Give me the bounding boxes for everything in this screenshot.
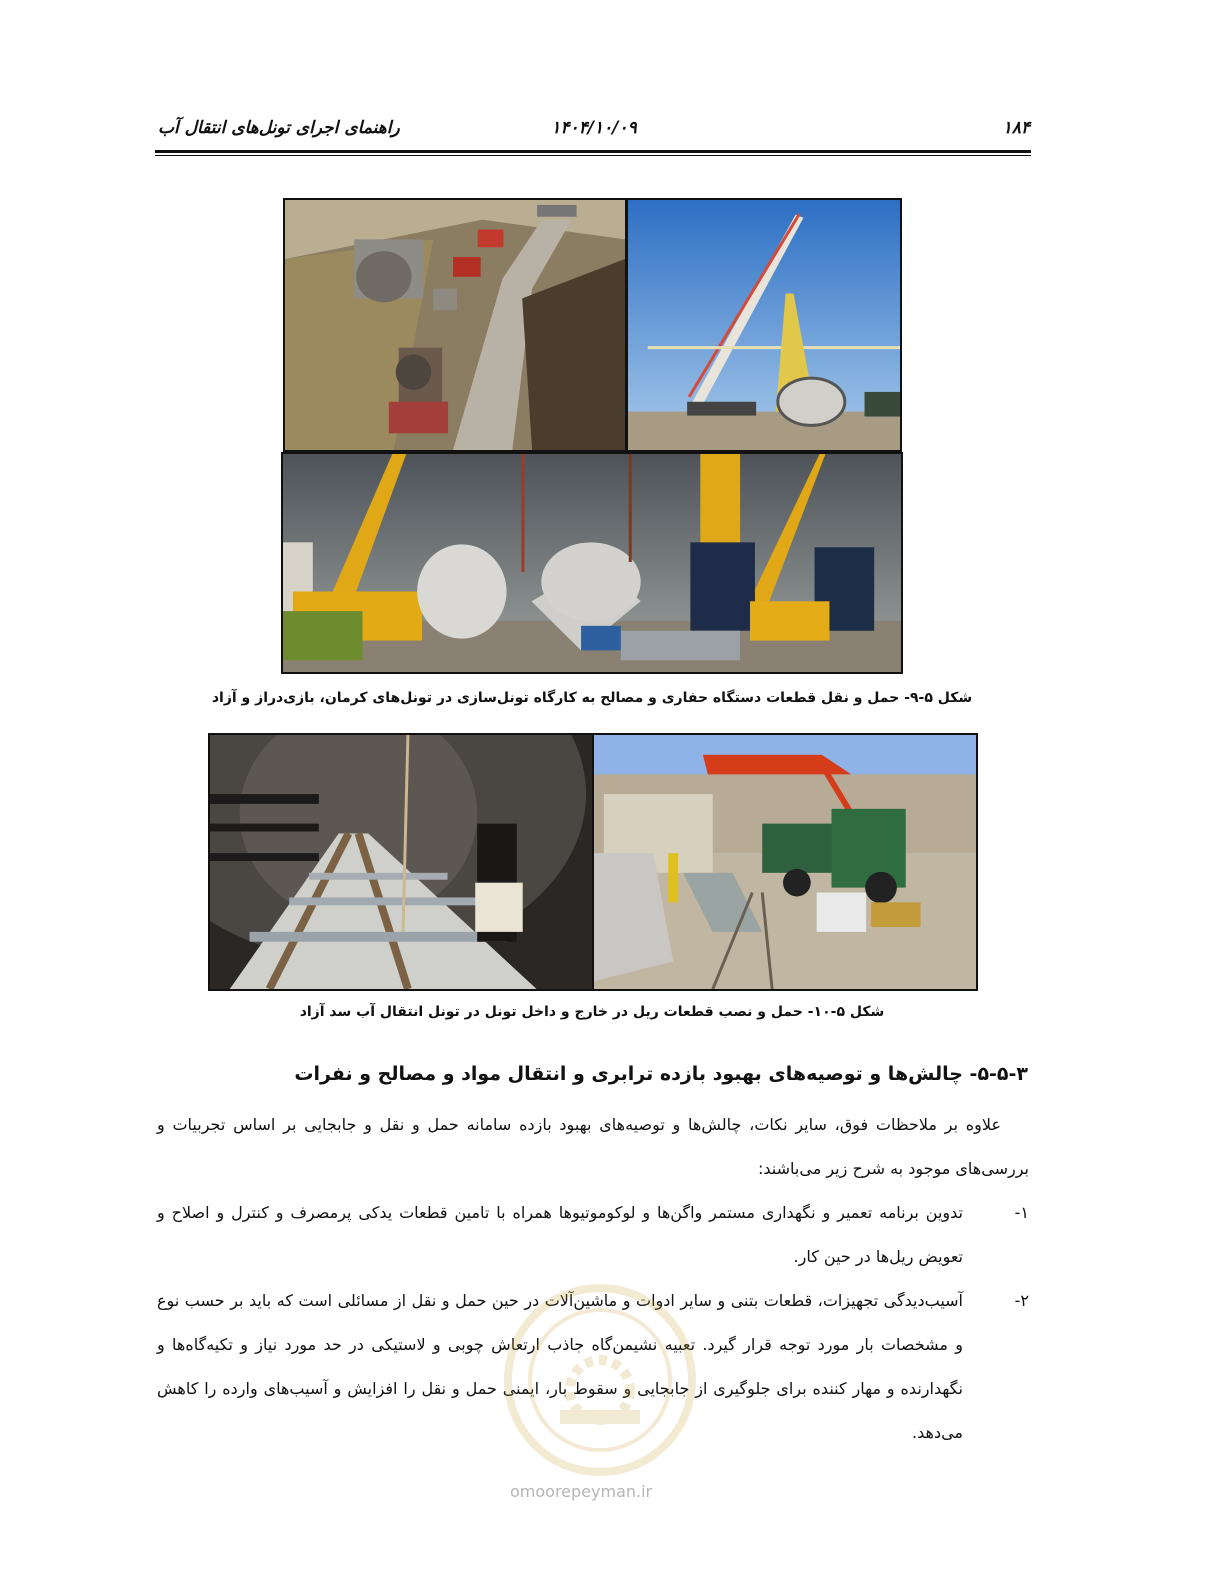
page-header bbox=[158, 118, 1030, 148]
section-heading: ۵-۵-۳- چالش‌ها و توصیه‌های بهبود بازده ترابری و انتقال مواد و مصالح و نفرات bbox=[294, 1063, 1028, 1085]
figure-5-10-caption: شکل ۵-۱۰- حمل و نصب قطعات ریل در خارج و داخل تونل در تونل انتقال آب سد آزاد bbox=[299, 1004, 885, 1020]
header-rule bbox=[155, 150, 1031, 153]
photo-rail-crane-truck bbox=[592, 733, 978, 991]
list-item bbox=[157, 1191, 1029, 1279]
figure-5-9-caption: شکل ۵-۹- حمل و نقل قطعات دستگاه حفاری و مصالح به کارگاه تونل‌سازی در تونل‌های کرمان، بازی‌دراز و آزاد bbox=[211, 690, 973, 706]
page-number: ۱۸۴ bbox=[1002, 118, 1030, 138]
list-item-text: آسیب‌دیدگی تجهیزات، قطعات بتنی و سایر ادوات و ماشین‌آلات در حین حمل و نقل از مسائلی است که باید بر حسب نوع و مشخصات بار مورد توجه قرار گیرد. تعبیه نشیمن‌گاه جاذب ارتعاش چوبی و لاستیکی در حد مورد نیاز و تکیه‌گاه‌ها و نگهدارنده و مهار کننده برای جلوگیری از جابجایی و سقوط بار، ایمنی حمل و نقل را افزایش و آسیب‌های وارده را کاهش می‌دهد. bbox=[157, 1291, 963, 1442]
photo-tbm-parts-yard bbox=[281, 452, 903, 674]
list-item-number: ۱- bbox=[1014, 1203, 1029, 1222]
header-title: راهنمای اجرای تونل‌های انتقال آب bbox=[158, 118, 400, 138]
photo-tunnel-rails bbox=[208, 733, 594, 991]
list-item-text: تدوین برنامه تعمیر و نگهداری مستمر واگن‌ها و لوکوموتیوها همراه با تامین قطعات یدکی پرمصرف و کنترل و اصلاح و تعویض ریل‌ها در حین کار. bbox=[157, 1203, 963, 1266]
photo-road-convoy bbox=[283, 198, 627, 452]
intro-paragraph: علاوه بر ملاحظات فوق، سایر نکات، چالش‌ها و توصیه‌های بهبود بازده سامانه حمل و نقل و جابجایی بر اساس تجربیات و بررسی‌های موجود به شرح زیر می‌باشند: bbox=[157, 1115, 1029, 1178]
watermark-text: omoorepeyman.ir bbox=[510, 1482, 653, 1501]
header-rule-thin bbox=[155, 155, 1031, 156]
photo-crane-lift bbox=[626, 198, 902, 452]
list-item-number: ۲- bbox=[1014, 1291, 1029, 1310]
watermark-logo bbox=[500, 1280, 700, 1480]
header-date: ۱۴۰۴/۱۰/۰۹ bbox=[551, 118, 637, 138]
